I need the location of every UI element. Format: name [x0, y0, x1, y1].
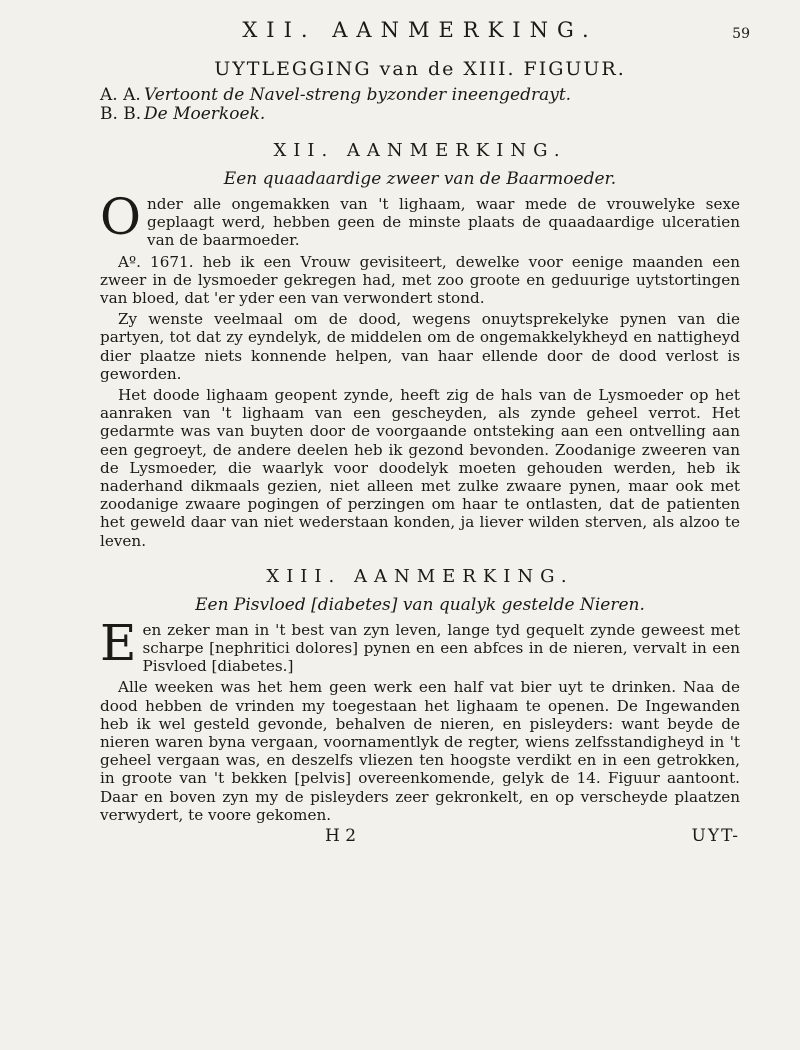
paragraph: Het doode lighaam geopent zynde, heeft zig de hals van de Lysmoeder op het aanraken van 't lighaam van een gescheyden, als zynde geheel verrot. Het gedarmte was van buyten door de voorgaande ontsteking aan een ontvelling aan een gegroeyt, de andere deelen heb ik gezond bevonden. Zoodanige zweeren van de Lysmoeder, die waarlyk voor doodelyk moeten gehouden werden, heb ik naderhand dikmaals gezien, niet alleen met zulke zwaare pynen, maar ook met zoodanige zwaare pogingen of perzingen om haar te ontlasten, dat de patienten het geweld daar van niet wederstaan konden, ja liever wilden sterven, als alzoo te leven. — [100, 386, 740, 550]
observation-12-subtitle: Een quaadaardige zweer van de Baarmoeder. — [223, 169, 617, 189]
observation-13-subtitle: Een Pisvloed [diabetes] van qualyk gestelde Nieren. — [195, 594, 645, 615]
legend-text: De Moerkoek. — [144, 104, 266, 124]
paragraph-text: en zeker man in 't best van zyn leven, lange tyd gequelt zynde geweest met scharpe [nephritici dolores] pynen en een abfces in de nieren, vervalt in een Pisvloed [diabetes.] — [142, 620, 740, 676]
legend-key: B. B. — [100, 104, 142, 124]
paragraph: Aº. 1671. heb ik een Vrouw gevisiteert, dewelke voor eenige maanden een zweer in de lysmoeder gekregen had, met zoo groote en geduurige uytstortingen van bloed, dat 'er yder een van verwondert stond. — [100, 252, 740, 308]
paragraph: Alle weeken was het hem geen werk een half vat bier uyt te drinken. Naa de dood hebben de vrinden my toegestaan het lighaam te openen. De Ingewanden heb ik wel gesteld gevonde, behalven de nieren, en pisleyders: want beyde de nieren waren byna vergaan, voornamentlyk de regter, wiens zelfsstandigheyd in 't geheel vergaan was, en deszelfs vliezen ten hoogste verdikt en in een getrokken, in groote van 't bekken [pelvis] overeenkomende, gelyk de 14. Figuur aantoont. Daar en boven zyn my de pisleyders zeer gekronkelt, en op verscheyde plaatzen verwydert, te voore gekomen. — [100, 678, 740, 824]
page-footer — [100, 826, 740, 850]
signature-mark: H 2 — [325, 826, 357, 847]
observation-12-heading: XII. AANMERKING. — [273, 140, 567, 161]
paragraph — [100, 613, 740, 676]
figure-explanation-title: UYTLEGGING van de XIII. FIGUUR. — [214, 58, 626, 80]
running-head-text: XII. AANMERKING. — [242, 18, 598, 42]
catchword: UYT- — [691, 826, 740, 847]
paragraph-text: nder alle ongemakken van 't lighaam, waar mede de vrouwelyke sexe geplaagt werd, hebben geen de minste plaats de quaadaardige ulceratien van de baarmoeder. — [147, 195, 740, 250]
paragraph — [100, 188, 740, 250]
legend-key: A. A. — [100, 85, 141, 105]
paragraph: Zy wenste veelmaal om de dood, wegens onuytsprekelyke pynen van die partyen, tot dat zy eyndelyk, de middelen om de ongemakkelykheyd en nattigheyd dier plaatze niets konnende helpen, van haar ellende door de dood verlost is geworden. — [100, 310, 740, 383]
drop-cap: E — [100, 613, 137, 672]
running-head — [100, 0, 750, 48]
legend-item — [100, 105, 740, 124]
figure-legend — [100, 86, 740, 124]
legend-text: Vertoont de Navel-streng byzonder ineengedrayt. — [144, 85, 572, 105]
legend-item — [100, 86, 740, 105]
drop-cap: O — [100, 188, 141, 246]
observation-13-heading: XIII. AANMERKING. — [266, 565, 574, 587]
page-number: 59 — [732, 26, 750, 42]
